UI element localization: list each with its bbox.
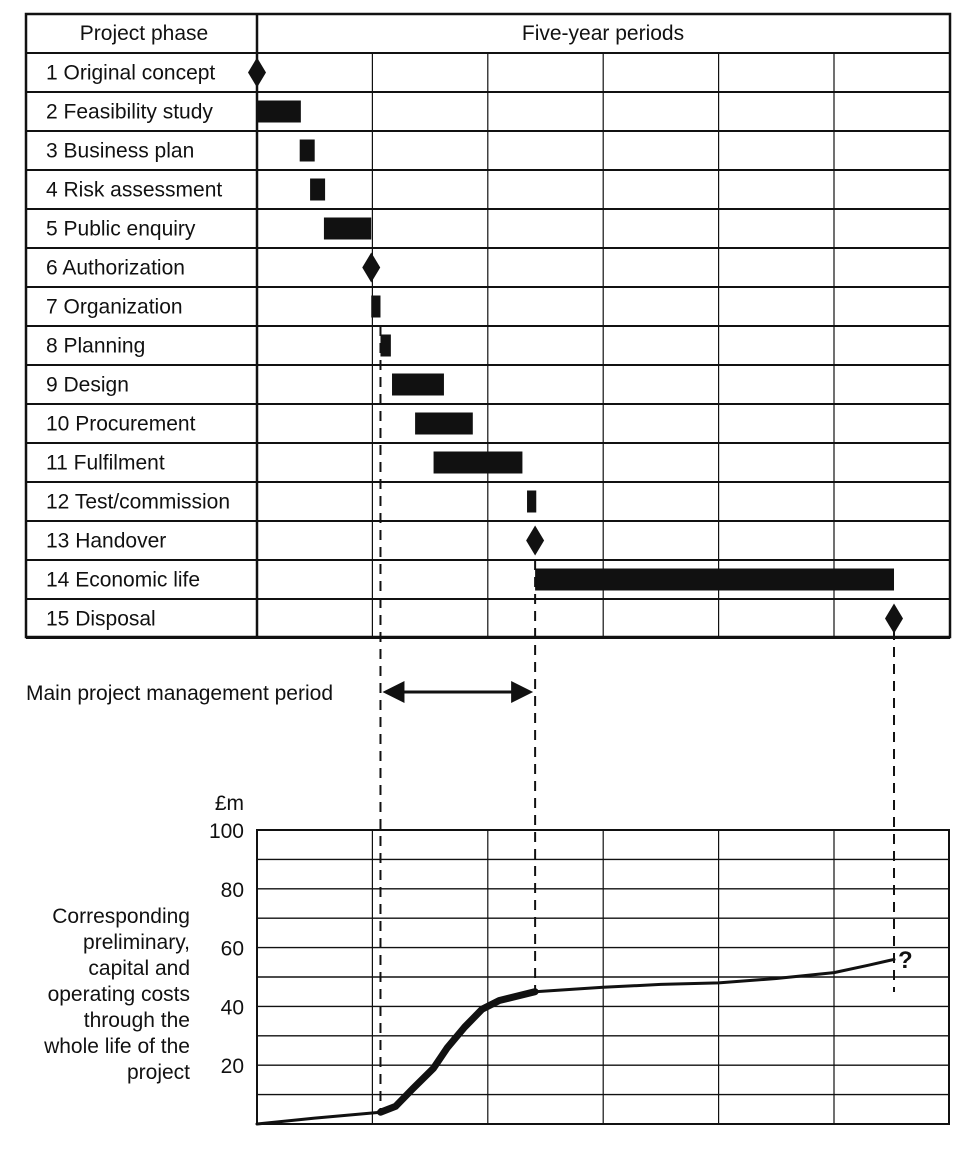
gantt-table (26, 14, 950, 638)
phase-label: 5 Public enquiry (46, 217, 196, 241)
phase-bar (324, 218, 371, 240)
header-five-year-periods: Five-year periods (521, 22, 685, 45)
y-tick-label: 60 (220, 937, 244, 961)
phase-label: 1 Original concept (46, 61, 216, 85)
question-mark: ? (898, 947, 913, 975)
phase-label: 13 Handover (46, 529, 167, 553)
arrowhead-right (511, 681, 533, 703)
cost-curve (257, 959, 894, 1124)
arrowhead-left (382, 681, 404, 703)
phase-label: 14 Economic life (46, 568, 201, 592)
milestone-diamond (526, 526, 544, 556)
phase-bar (415, 413, 473, 435)
phase-label: 8 Planning (46, 334, 146, 358)
y-tick-labels (209, 820, 244, 1078)
y-axis-description-line: through the (83, 1009, 190, 1032)
y-axis-description-line: project (126, 1061, 190, 1084)
phase-label: 10 Procurement (46, 412, 196, 436)
phase-bar (310, 179, 325, 201)
management-period-label: Main project management period (26, 682, 334, 705)
milestone-diamond (362, 253, 380, 283)
chart-grid (257, 830, 949, 1124)
y-axis-description-line: preliminary, (83, 931, 190, 954)
y-tick-label: 80 (220, 878, 244, 902)
y-axis-description-line: capital and (88, 957, 190, 980)
phase-bar (527, 491, 536, 513)
phase-bar (300, 140, 315, 162)
phase-label: 2 Feasibility study (46, 100, 213, 124)
phase-marks (248, 58, 903, 634)
y-tick-label: 20 (220, 1055, 244, 1079)
management-period (26, 681, 533, 705)
phase-label: 7 Organization (46, 295, 183, 319)
phase-label: 12 Test/commission (46, 490, 231, 514)
phase-bar (434, 452, 523, 474)
y-unit-label: £m (214, 792, 244, 815)
phase-bar (371, 296, 380, 318)
phase-bar (380, 335, 390, 357)
phase-bar (257, 101, 301, 123)
y-tick-label: 40 (220, 996, 244, 1020)
header-project-phase: Project phase (79, 22, 209, 45)
y-axis-description-line: Corresponding (52, 905, 190, 928)
phase-labels (46, 62, 230, 631)
phase-label: 6 Authorization (46, 256, 185, 280)
y-tick-label: 100 (208, 820, 244, 843)
phase-label: 9 Design (46, 373, 129, 397)
y-axis-description-line: operating costs (47, 983, 190, 1006)
phase-label: 11 Fulfilment (46, 451, 165, 475)
milestone-diamond (248, 58, 266, 88)
y-axis-description (43, 905, 190, 1084)
phase-label: 3 Business plan (46, 139, 195, 163)
phase-bar (535, 569, 894, 591)
phase-label: 15 Disposal (46, 607, 156, 631)
phase-bar (392, 374, 444, 396)
phase-label: 4 Risk assessment (46, 178, 223, 202)
milestone-diamond (885, 604, 903, 634)
cost-chart (43, 792, 949, 1124)
y-axis-description-line: whole life of the (44, 1035, 190, 1058)
